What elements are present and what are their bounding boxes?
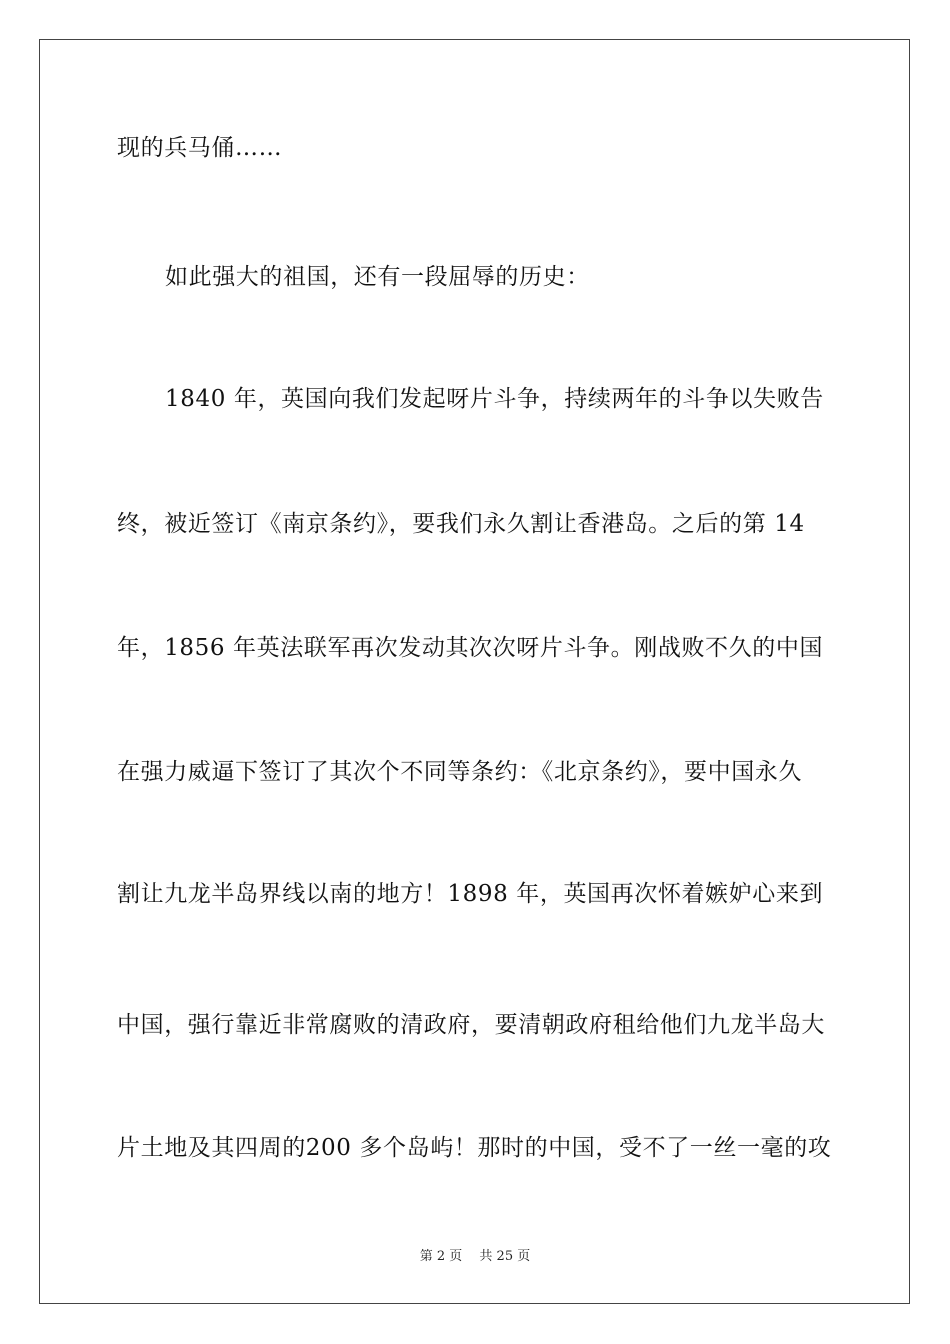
page-border (39, 39, 910, 1304)
paragraph-line: 如此强大的祖国，还有一段屈辱的历史： (165, 264, 590, 290)
paragraph-line: 现的兵马俑…… (117, 135, 283, 161)
page-number-footer: 第 2 页 共 25 页 (419, 1249, 531, 1264)
paragraph-line: 终，被近签订《南京条约》，要我们永久割让香港岛。之后的第 14 (117, 511, 805, 537)
paragraph-line: 年，1856 年英法联军再次发动其次次呀片斗争。刚战败不久的中国 (117, 635, 824, 661)
paragraph-line: 1840 年，英国向我们发起呀片斗争，持续两年的斗争以失败告 (165, 386, 824, 412)
paragraph-line: 中国，强行靠近非常腐败的清政府，要清朝政府租给他们九龙半岛大 (117, 1012, 825, 1038)
paragraph-line: 割让九龙半岛界线以南的地方！1898 年，英国再次怀着嫉妒心来到 (117, 881, 824, 907)
paragraph-line: 片土地及其四周的200 多个岛屿！那时的中国，受不了一丝一毫的攻 (117, 1135, 832, 1161)
paragraph-line: 在强力威逼下签订了其次个不同等条约：《北京条约》，要中国永久 (117, 759, 802, 785)
